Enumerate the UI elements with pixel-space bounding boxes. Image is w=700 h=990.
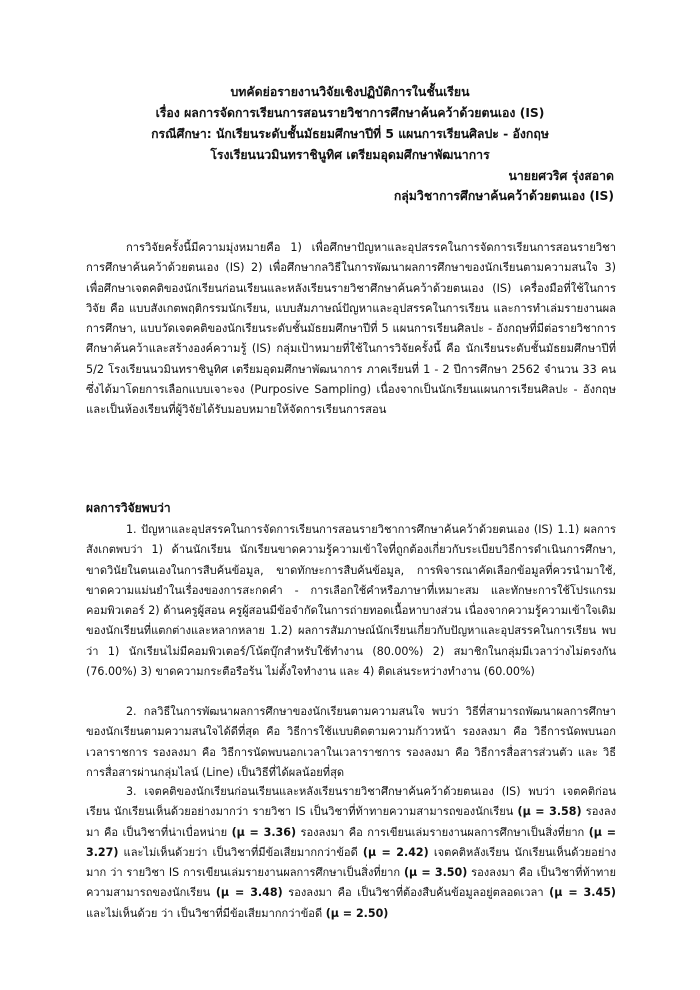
results-p3-text-d: และไม่เห็นด้วยว่า เป็นวิชาที่มีข้อเสียมากกว่าข้อดี <box>118 845 363 859</box>
title-block <box>0 82 700 166</box>
results-p3-text-e: เจตคติหลังเรียน นักเรียนเห็นด้วยอย่างมาก ว่า รายวิชา IS การเขียนเล่มรายงานผลการศึกษาเป็นสิ่งที่ยาก <box>86 845 616 880</box>
mean-value: (μ = 3.27) <box>86 825 616 859</box>
mean-value: (μ = 3.45) <box>549 886 616 900</box>
author-name: นายยศวริศ รุ่งสอาด <box>508 169 614 183</box>
title-line-2: เรื่อง ผลการจัดการเรียนการสอนรายวิชาการศึกษาค้นคว้าด้วยตนเอง (IS) <box>155 106 545 120</box>
title-line-4: โรงเรียนนวมินทราชินูทิศ เตรียมอุดมศึกษาพัฒนาการ <box>210 148 490 162</box>
mean-value: (μ = 3.50) <box>403 866 468 880</box>
title-line-3: กรณีศึกษา: นักเรียนระดับชั้นมัธยมศึกษาปีที่ 5 แผนการเรียนศิลปะ - อังกฤษ <box>151 127 549 141</box>
abstract-paragraph <box>86 238 616 421</box>
mean-value: (μ = 3.48) <box>215 886 283 900</box>
mean-value: (μ = 2.42) <box>362 845 429 859</box>
results-paragraph-1 <box>86 520 616 682</box>
results-paragraph-3 <box>86 782 616 924</box>
mean-value: (μ = 3.36) <box>231 825 297 839</box>
results-p3-text-g: รองลงมา คือ เป็นวิชาที่ต้องสืบค้นข้อมูลอยู่ตลอดเวลา <box>282 886 550 900</box>
results-p3-text-h: และไม่เห็นด้วย ว่า เป็นวิชาที่มีข้อเสียมากกว่าข้อดี <box>86 906 326 920</box>
results-p2-text: 2. กลวิธีในการพัฒนาผลการศึกษาของนักเรียนตามความสนใจ พบว่า วิธีที่สามารถพัฒนาผลการศึกษาของนักเรียนตามความสนใจได้ดีที่สุด คือ วิธีการใช้แบบติดตามความก้าวหน้า รองลงมา คือ วิธีการนัดพบนอกเวลาราชการ รองลงมา คือ วิธีการนัดพบนอกเวลาในเวลาราชการ รองลงมา คือ วิธีการสื่อสารส่วนตัว และ วิธีการสื่อสารผ่านกลุ่มไลน์ (Line) เป็นวิธีที่ได้ผลน้อยที่สุด <box>86 705 616 779</box>
author-group: กลุ่มวิชาการศึกษาค้นคว้าด้วยตนเอง (IS) <box>393 189 614 203</box>
results-p1-text: 1. ปัญหาและอุปสรรคในการจัดการเรียนการสอนรายวิชาการศึกษาค้นคว้าด้วยตนเอง (IS) 1.1) ผลการสังเกตพบว่า 1) ด้านนักเรียน นักเรียนขาดความรู้ความเข้าใจที่ถูกต้องเกี่ยวกับระเบียบวิธีการดำเนินการศึกษา, ขาดวินัยในตนเองในการสืบค้นข้อมูล, ขาดทักษะการสืบค้นข้อมูล, การพิจารณาคัดเลือกข้อมูลที่ควรนำมาใช้, ขาดความแม่นยำในเรื่องของการสะกดคำ - การเลือกใช้คำหรือภาษาที่เหมาะสม และทักษะการใช้โปรแกรมคอมพิวเตอร์ 2) ด้านครูผู้สอน ครูผู้สอนมีข้อจำกัดในการถ่ายทอดเนื้อหาบางส่วน เนื่องจากความรู้ความเข้าใจเดิมของนักเรียนที่แตกต่างและหลากหลาย 1.2) ผลการสัมภาษณ์นักเรียนเกี่ยวกับปัญหาและอุปสรรคในการเรียน พบว่า 1) นักเรียนไม่มีคอมพิวเตอร์/โน้ตบุ๊กสำหรับใช้ทำงาน (80.00%) 2) สมาชิกในกลุ่มมีเวลาว่างไม่ตรงกัน (76.00%) 3) ขาดความกระตือรือร้น ไม่ตั้งใจทำงาน และ 4) ติดเล่นระหว่างทำงาน (60.00%) <box>86 523 616 679</box>
results-p3-text-a: 3. เจตคติของนักเรียนก่อนเรียนและหลังเรียนรายวิชาศึกษาค้นคว้าด้วยตนเอง (IS) พบว่า เจตคติก่อนเรียน นักเรียนเห็นด้วยอย่างมากว่า รายวิชา IS เป็นวิชาที่ท้าทายความสามารถของนักเรียน <box>86 785 616 819</box>
mean-value: (μ = 3.58) <box>517 805 582 819</box>
mean-value: (μ = 2.50) <box>325 906 389 920</box>
results-p3-text-b: รองลงมา คือ เป็นวิชาที่น่าเบื่อหน่าย <box>86 805 616 839</box>
author-block <box>394 166 614 206</box>
title-line-1: บทคัดย่อรายงานวิจัยเชิงปฏิบัติการในชั้นเรียน <box>230 85 470 99</box>
results-paragraph-2 <box>86 702 616 783</box>
results-p3-text-f: รองลงมา คือ เป็นวิชาที่ท้าทายความสามารถของนักเรียน <box>86 866 616 900</box>
results-heading: ผลการวิจัยพบว่า <box>86 501 171 515</box>
results-p3-text-c: รองลงมา คือ การเขียนเล่มรายงานผลการศึกษาเป็นสิ่งที่ยาก <box>296 825 589 839</box>
abstract-text: การวิจัยครั้งนี้มีความมุ่งหมายคือ 1) เพื่อศึกษาปัญหาและอุปสรรคในการจัดการเรียนการสอนรายวิชาการศึกษาค้นคว้าด้วยตนเอง (IS) 2) เพื่อศึกษากลวิธีในการพัฒนาผลการศึกษาของนักเรียนตามความสนใจ 3) เพื่อศึกษาเจตคติของนักเรียนก่อนเรียนและหลังเรียนรายวิชาศึกษาค้นคว้าด้วยตนเอง (IS) เครื่องมือที่ใช้ในการวิจัย คือ แบบสังเกตพฤติกรรมนักเรียน, แบบสัมภาษณ์ปัญหาและอุปสรรคในการเรียน และการทำเล่มรายงานผลการศึกษา, แบบวัดเจตคติของนักเรียนระดับชั้นมัธยมศึกษาปีที่ 5 แผนการเรียนศิลปะ - อังกฤษที่มีต่อรายวิชาการศึกษาค้นคว้าและสร้างองค์ความรู้ (IS) กลุ่มเป้าหมายที่ใช้ในการวิจัยครั้งนี้ คือ นักเรียนระดับชั้นมัธยมศึกษาปีที่ 5/2 โรงเรียนนวมินทราชินูทิศ เตรียมอุดมศึกษาพัฒนาการ ภาคเรียนที่ 1 - 2 ปีการศึกษา 2562 จำนวน 33 คน ซึ่งได้มาโดยการเลือกแบบเจาะจง (Purposive Sampling) เนื่องจากเป็นนักเรียนแผนการเรียนศิลปะ - อังกฤษ และเป็นห้องเรียนที่ผู้วิจัยได้รับมอบหมายให้จัดการเรียนการสอน <box>86 241 616 417</box>
